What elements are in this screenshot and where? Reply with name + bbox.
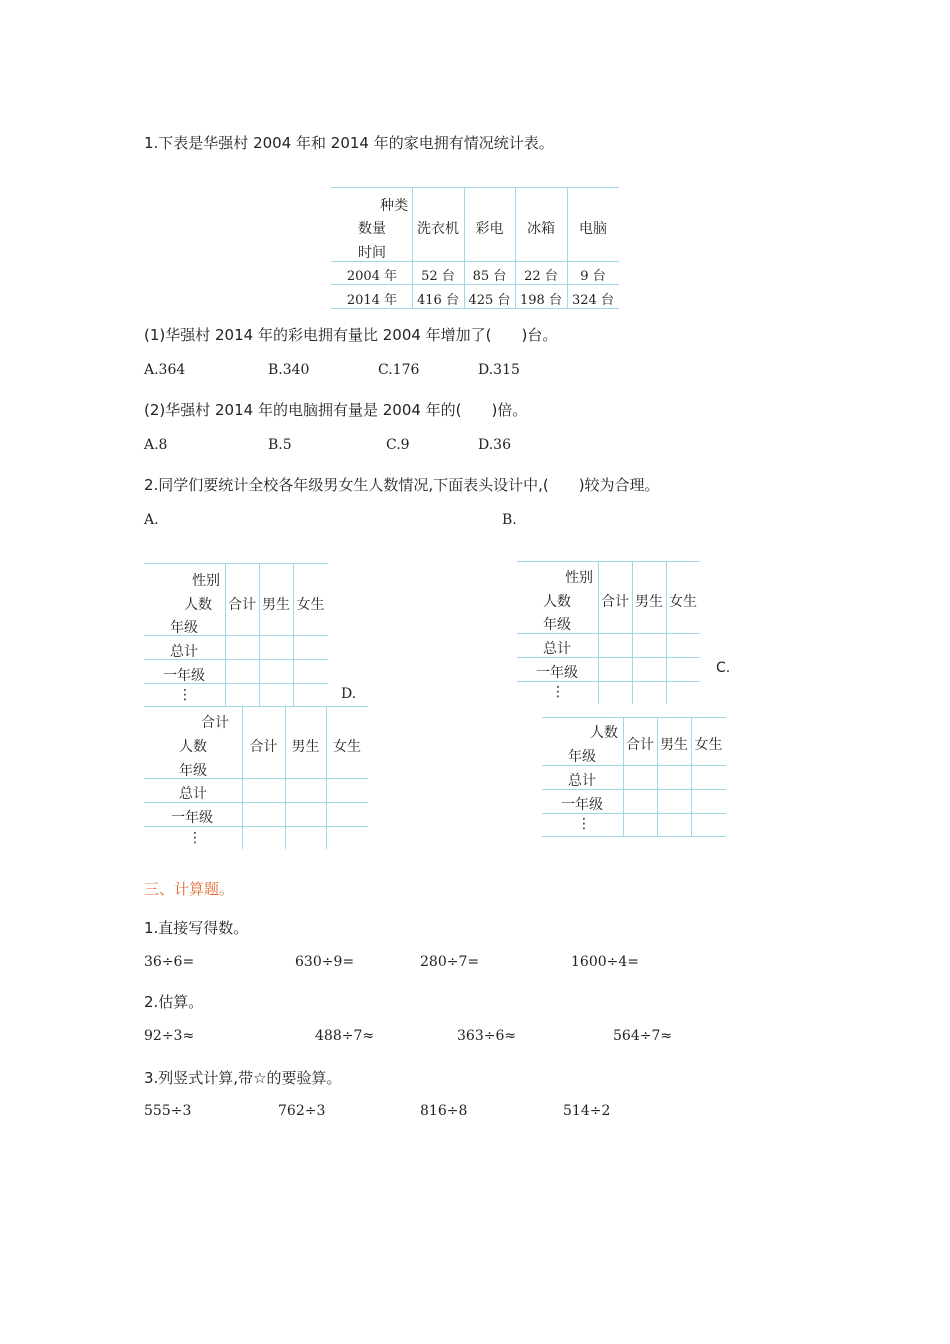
col-boys: 男生 (635, 594, 663, 610)
p3-item: 762÷3 (278, 1103, 326, 1119)
q1-sub1: (1)华强村 2014 年的彩电拥有量比 2004 年增加了( )台。 (144, 326, 558, 344)
row-grade-one: 一年级 (561, 797, 603, 813)
col-boys: 男生 (291, 739, 320, 755)
p3-item: 555÷3 (144, 1103, 192, 1119)
col-fridge: 冰箱 (527, 221, 555, 237)
p2-item: 363÷6≈ (457, 1028, 517, 1044)
p3-item: 816÷8 (420, 1103, 468, 1119)
p1-item: 630÷9= (295, 954, 355, 970)
row-grade-one: 一年级 (171, 810, 213, 826)
q2-label-c: C. (716, 660, 731, 676)
col-computer: 电脑 (579, 221, 607, 237)
row-ellipsis: ⋮ (551, 684, 565, 700)
row-total: 总计 (543, 641, 571, 657)
q2-table-b (517, 561, 700, 704)
header-grade: 年级 (543, 617, 571, 633)
header-grade: 年级 (170, 620, 198, 636)
row-ellipsis: ⋮ (188, 830, 202, 846)
q2-table-d (144, 706, 368, 849)
q2-label-b: B. (502, 512, 517, 528)
q1-sub1-option-c: C.176 (378, 362, 420, 378)
table-cell: 52 台 (421, 269, 455, 284)
p3-title: 3.列竖式计算,带☆的要验算。 (144, 1069, 342, 1087)
row-2004: 2004 年 (346, 269, 398, 284)
row-grade-one: 一年级 (536, 665, 578, 681)
table-cell: 425 台 (468, 293, 511, 308)
q2-table-c (542, 717, 726, 837)
section3-title: 三、计算题。 (144, 880, 235, 898)
row-ellipsis: ⋮ (178, 687, 192, 703)
q1-table (331, 187, 619, 309)
col-girls: 女生 (296, 597, 325, 613)
q1-sub2-option-d: D.36 (478, 437, 511, 453)
q1-sub1-option-b: B.340 (268, 362, 310, 378)
row-2014: 2014 年 (346, 293, 398, 308)
p2-item: 92÷3≈ (144, 1028, 195, 1044)
q1-sub1-option-d: D.315 (478, 362, 520, 378)
row-total: 总计 (568, 773, 596, 789)
header-total: 合计 (201, 715, 229, 731)
col-girls: 女生 (669, 594, 697, 610)
q2-title: 2.同学们要统计全校各年级男女生人数情况,下面表头设计中,( )较为合理。 (144, 476, 660, 494)
q1-sub2-option-a: A.8 (144, 437, 168, 453)
q1-sub2-option-b: B.5 (268, 437, 292, 453)
p1-title: 1.直接写得数。 (144, 919, 249, 937)
p2-item: 488÷7≈ (315, 1028, 375, 1044)
p1-item: 36÷6= (144, 954, 195, 970)
col-total: 合计 (626, 737, 654, 753)
header-time: 时间 (358, 245, 386, 261)
row-ellipsis: ⋮ (577, 816, 591, 832)
table-cell: 324 台 (572, 293, 614, 308)
col-washer: 洗衣机 (417, 221, 459, 237)
col-girls: 女生 (694, 737, 723, 753)
table-cell: 198 台 (520, 293, 562, 308)
table-cell: 85 台 (472, 269, 507, 284)
table-cell: 22 台 (524, 269, 558, 284)
header-gender: 性别 (565, 570, 593, 586)
col-tv: 彩电 (475, 221, 504, 237)
header-count: 人数 (590, 725, 618, 741)
col-boys: 男生 (660, 737, 688, 753)
header-count: 人数 (543, 594, 571, 610)
table-cell: 416 台 (417, 293, 459, 308)
col-girls: 女生 (333, 739, 361, 755)
p2-title: 2.估算。 (144, 993, 204, 1011)
q2-table-a (144, 563, 328, 706)
header-gender: 性别 (192, 573, 220, 589)
q1-sub1-option-a: A.364 (144, 362, 186, 378)
p1-item: 280÷7= (420, 954, 480, 970)
header-count: 人数 (184, 597, 212, 613)
row-grade-one: 一年级 (163, 668, 205, 684)
q2-label-a: A. (144, 512, 159, 528)
q1-sub2: (2)华强村 2014 年的电脑拥有量是 2004 年的( )倍。 (144, 401, 528, 419)
row-total: 总计 (179, 786, 207, 802)
q2-label-d: D. (341, 686, 357, 702)
q1-title: 1.下表是华强村 2004 年和 2014 年的家电拥有情况统计表。 (144, 134, 554, 152)
header-quantity: 数量 (358, 221, 386, 237)
col-total: 合计 (228, 597, 256, 613)
col-boys: 男生 (262, 597, 290, 613)
table-cell: 9 台 (580, 269, 606, 284)
col-total: 合计 (601, 594, 629, 610)
header-kind: 种类 (380, 198, 408, 214)
col-total: 合计 (249, 739, 278, 755)
row-total: 总计 (170, 644, 198, 660)
header-grade: 年级 (179, 763, 207, 779)
p1-item: 1600÷4= (571, 954, 639, 970)
p2-item: 564÷7≈ (613, 1028, 673, 1044)
q1-sub2-option-c: C.9 (386, 437, 410, 453)
p3-item: 514÷2 (563, 1103, 611, 1119)
header-count: 人数 (179, 739, 207, 755)
header-grade: 年级 (568, 749, 596, 765)
